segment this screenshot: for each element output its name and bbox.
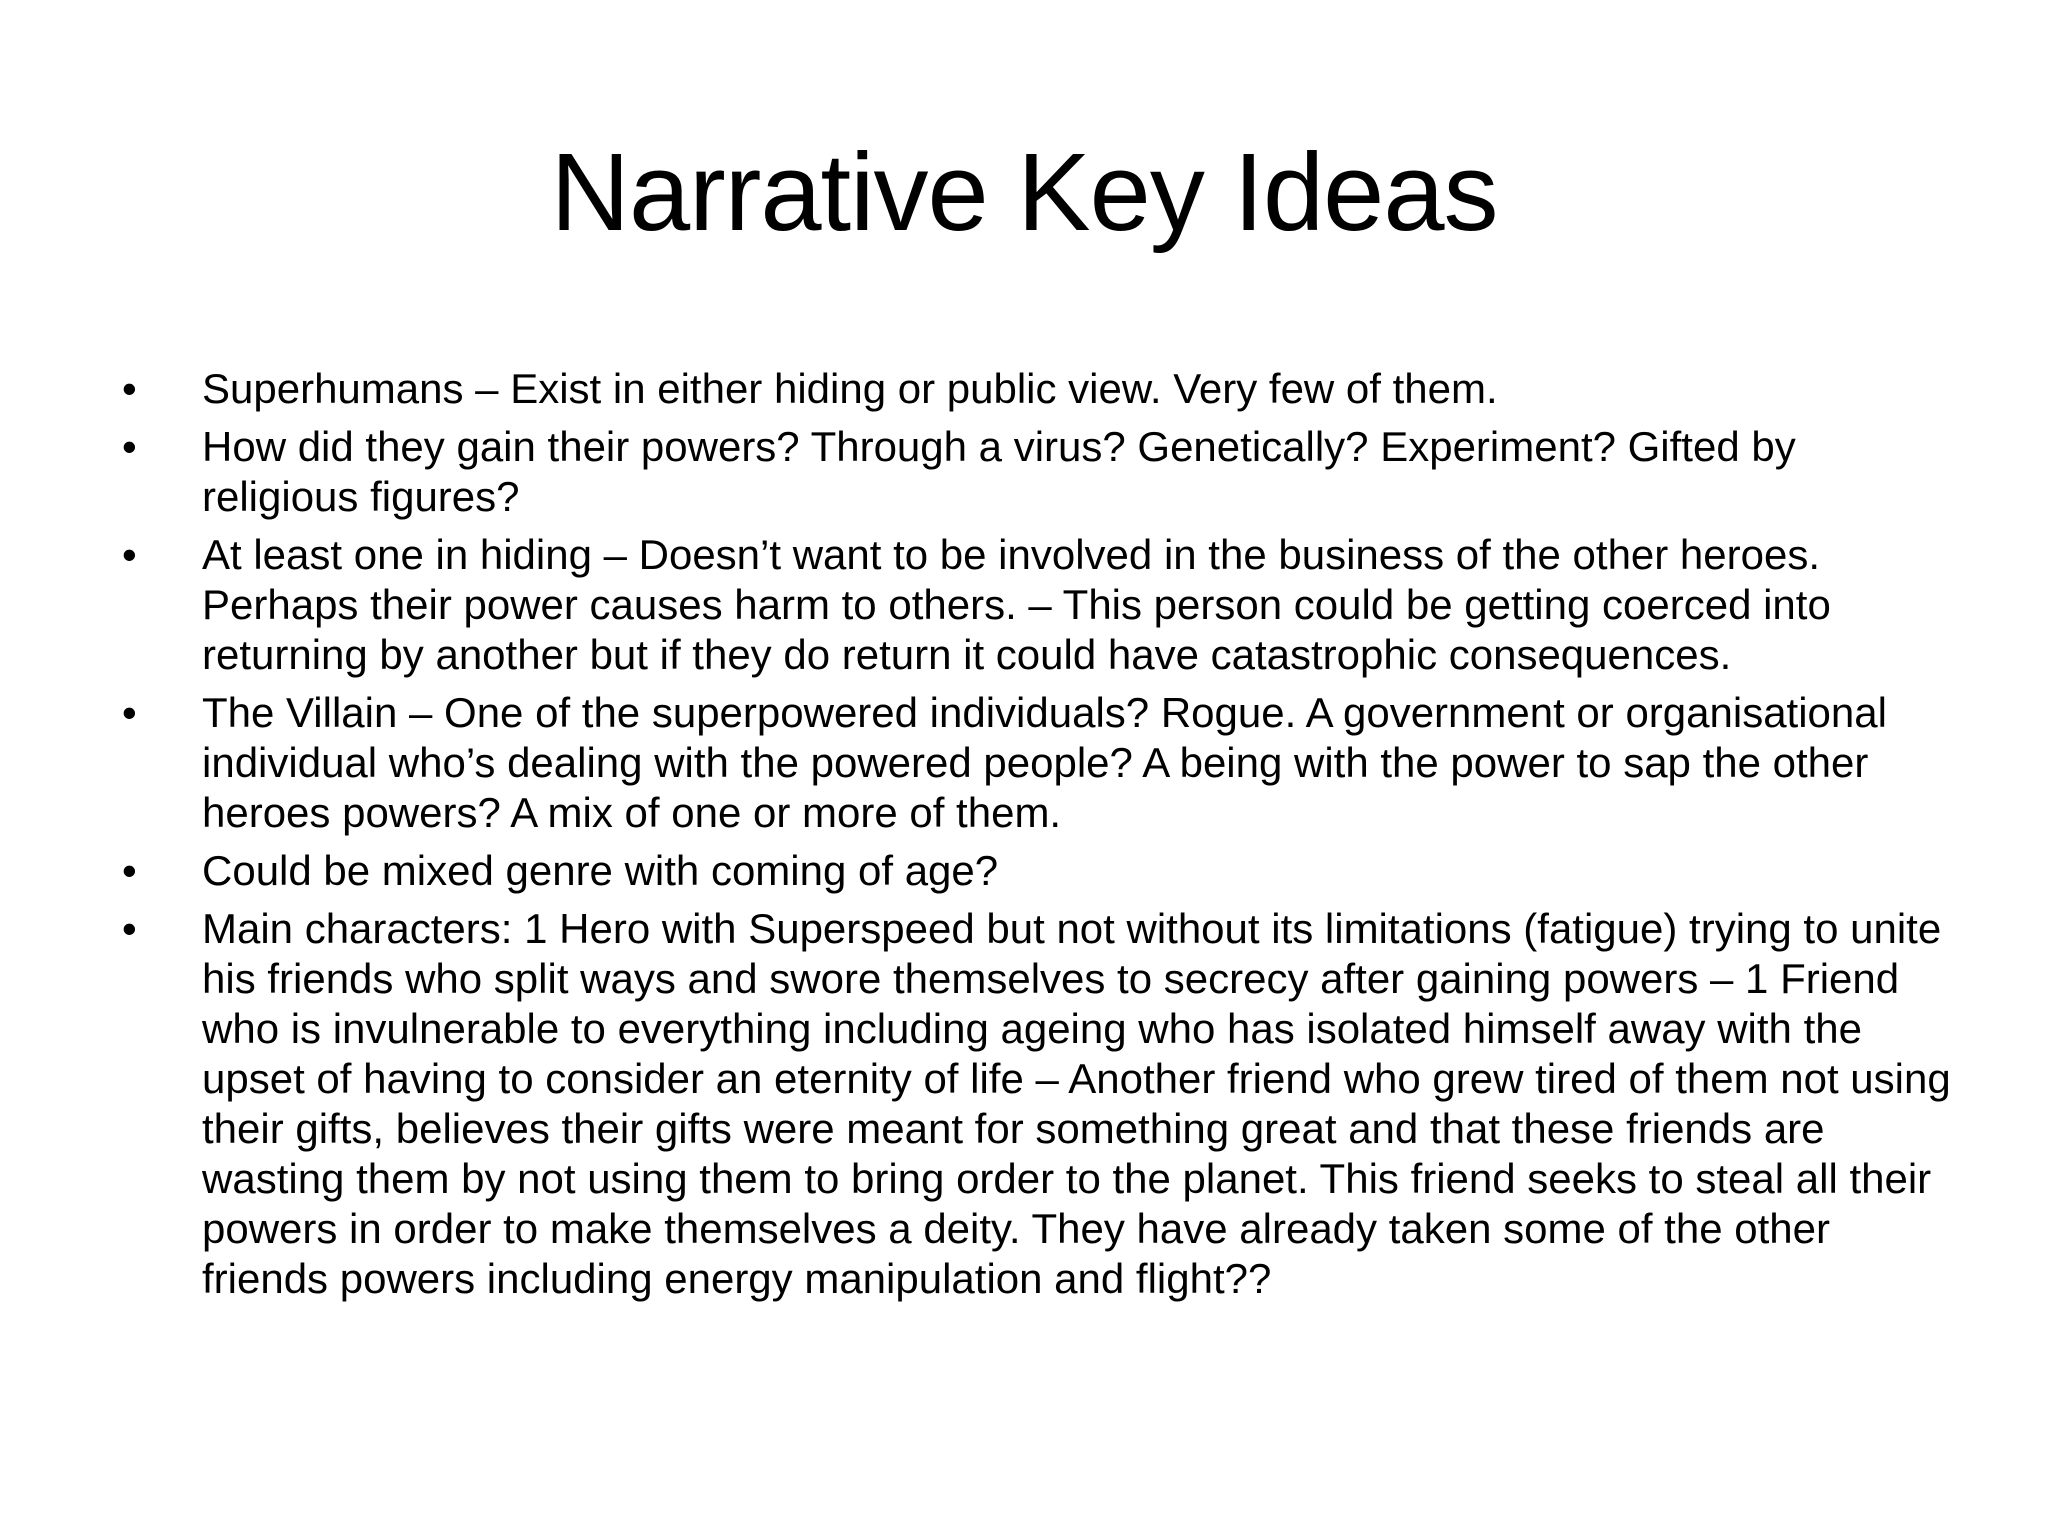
bullet-dot-icon: •	[122, 531, 137, 578]
bullet-item	[122, 904, 1952, 1304]
bullet-dot-icon: •	[122, 905, 137, 952]
bullet-dot-icon: •	[122, 423, 137, 470]
bullet-text: At least one in hiding – Doesn’t want to be involved in the business of the other heroes. Perhaps their power causes harm to others. – This person could be getting coerced into returning by another but if they do return it could have catastrophic consequences.	[202, 531, 1831, 678]
bullet-text: Main characters: 1 Hero with Superspeed but not without its limitations (fatigue) trying to unite his friends who split ways and swore themselves to secrecy after gaining powers – 1 Friend who is invulnerable to everything including ageing who has isolated himself away with the upset of having to consider an eternity of life – Another friend who grew tired of them not using their gifts, believes their gifts were meant for something great and that these friends are wasting them by not using them to bring order to the planet. This friend seeks to steal all their powers in order to make themselves a deity. They have already taken some of the other friends powers including energy manipulation and flight??	[202, 905, 1951, 1302]
bullet-item	[122, 846, 1952, 896]
bullet-item	[122, 530, 1952, 680]
bullet-item	[122, 688, 1952, 838]
bullet-text: Could be mixed genre with coming of age?	[202, 847, 999, 894]
bullet-text: Superhumans – Exist in either hiding or public view. Very few of them.	[202, 365, 1498, 412]
bullet-item	[122, 422, 1952, 522]
bullet-list	[122, 364, 1952, 1312]
bullet-dot-icon: •	[122, 365, 137, 412]
bullet-dot-icon: •	[122, 847, 137, 894]
bullet-text: The Villain – One of the superpowered individuals? Rogue. A government or organisational individual who’s dealing with the powered people? A being with the power to sap the other heroes powers? A mix of one or more of them.	[202, 689, 1887, 836]
bullet-dot-icon: •	[122, 689, 137, 736]
slide-title: Narrative Key Ideas	[550, 131, 1498, 254]
bullet-text: How did they gain their powers? Through a virus? Genetically? Experiment? Gifted by religious figures?	[202, 423, 1796, 520]
bullet-item	[122, 364, 1952, 414]
